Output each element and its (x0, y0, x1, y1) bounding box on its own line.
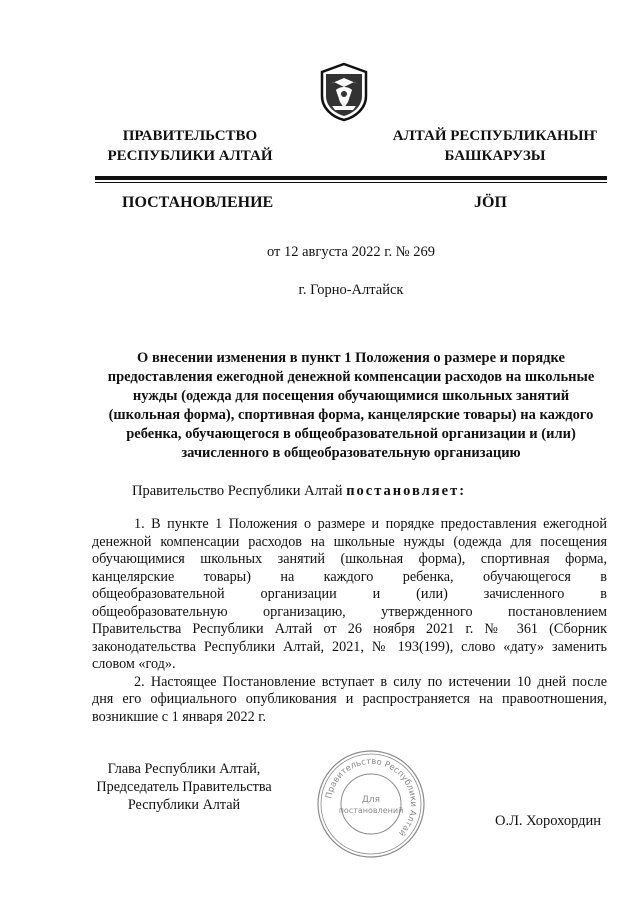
header-right-line1: АЛТАЙ РЕСПУБЛИКАНЫҤ (392, 128, 598, 144)
body-line: 1. В пункте 1 Положения о размере и порядке предоставления ежегодной (134, 516, 607, 532)
header-left-title (100, 126, 280, 166)
body-line: общеобразовательную организацию, утвержденного постановлением (92, 603, 607, 620)
body-line: обучающимися школьных занятий (школьная форма), спортивная форма, (92, 551, 607, 567)
body-line: дня его официального опубликования и распространяется на правоотношения, (92, 691, 607, 707)
document-title (95, 349, 607, 463)
body-line: возникшие с 1 января 2022 г. (92, 708, 267, 725)
title-line: предоставления ежегодной денежной компенсации расходов на школьные (107, 369, 595, 385)
title-line: зачисленного в общеобразовательную организацию (181, 445, 521, 461)
intro-text: Правительство Республики Алтай (132, 483, 347, 499)
body-line: канцелярские товары) на каждого ребенка, обучающегося в (92, 568, 607, 585)
body-line: словом «год». (92, 656, 176, 672)
header-rule-thin (95, 182, 607, 183)
official-stamp (315, 748, 427, 860)
header-rule-thick (95, 176, 607, 180)
header-left-line1: ПРАВИТЕЛЬСТВО (122, 128, 258, 144)
stamp-center-line2: постановлений (338, 806, 404, 815)
signer-title-line1: Глава Республики Алтай, (107, 761, 261, 777)
stamp-center-line1: Для (361, 795, 381, 805)
coat-of-arms-emblem (318, 62, 370, 122)
body-line: общеобразовательной организации и (или) зачисленного в (92, 586, 607, 602)
header-right-title (375, 126, 615, 166)
date-line: от 12 августа 2022 г. № 269 (266, 244, 436, 260)
title-line: О внесении изменения в пункт 1 Положения о размере и порядке (137, 350, 565, 366)
title-line: нужды (одежда для посещения обучающимися школьных занятий (132, 388, 570, 404)
title-line: ребенка, обучающегося в общеобразовательной организации и (или) (126, 426, 576, 442)
signature-block (84, 760, 284, 814)
doc-type-left: ПОСТАНОВЛЕНИЕ (122, 194, 274, 211)
body-line: Правительства Республики Алтай от 26 ноября 2021 г. № 361 (Сборник (92, 621, 607, 637)
stamp-ring-text: Правительство Республики Алтай (324, 756, 419, 838)
body-line: денежной компенсации расходов на школьные нужды (одежда для посещения (92, 533, 607, 550)
title-line: (школьная форма), спортивная форма, канцелярские товары) на каждого (108, 407, 594, 423)
body-line: законодательства Республики Алтай, 2021, № 193(199), слово «дату» заменить (92, 638, 607, 655)
document-body (92, 516, 607, 726)
header-left-line2: РЕСПУБЛИКИ АЛТАЙ (107, 148, 273, 164)
resolution-intro (132, 483, 466, 500)
doc-type-right: JÖП (474, 194, 507, 211)
city-line: г. Горно-Алтайск (298, 282, 404, 298)
intro-emphasis: постановляет: (346, 483, 467, 499)
signer-title-line2: Председатель Правительства (96, 779, 272, 795)
body-line: 2. Настоящее Постановление вступает в силу по истечении 10 дней после (134, 673, 607, 690)
header-right-line2: БАШКАРУЗЫ (444, 148, 546, 164)
signer-title-line3: Республики Алтай (127, 797, 241, 813)
signer-name: О.Л. Хорохордин (495, 813, 602, 829)
